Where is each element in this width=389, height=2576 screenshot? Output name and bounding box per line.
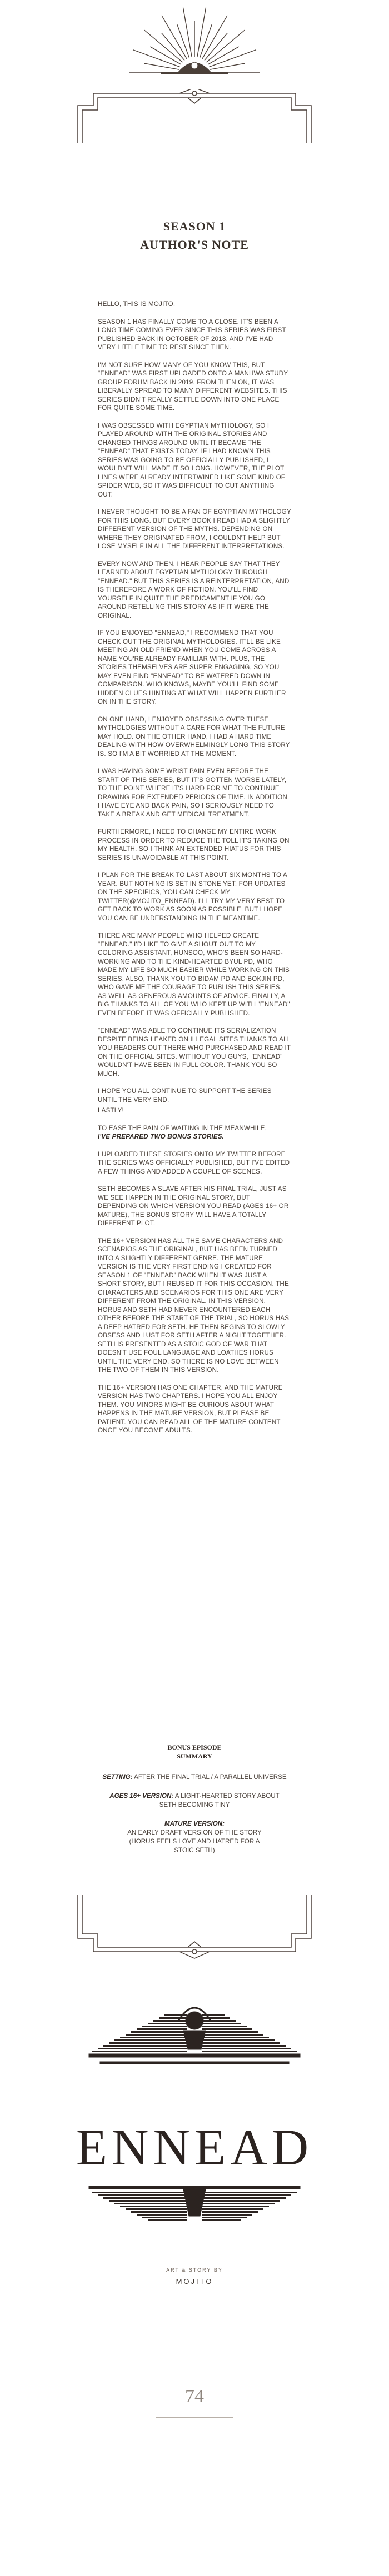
season-title: SEASON 1: [163, 219, 226, 233]
paragraph: EVERY NOW AND THEN, I HEAR PEOPLE SAY THAT THEY LEARNED ABOUT EGYPTIAN MYTHOLOGY THROUGH "ENNEAD." BUT THIS SERIES IS A REINTERPRETATION, AND IS THEREFORE A WORK OF FICTION. YOU'LL FIND YOURSELF IN QUITE THE PREDICAMENT IF YOU GO AROUND RETELLING THIS STORY AS IF IT WERE THE ORIGINAL.: [98, 560, 290, 619]
bonus-intro: [98, 1124, 291, 1141]
page-number-divider: [156, 2417, 233, 2418]
paragraph: THE 16+ VERSION HAS ALL THE SAME CHARACTERS AND SCENARIOS AS THE ORIGINAL, BUT HAS BEEN TURNED INTO A SLIGHTLY DIFFERENT GENRE. THE MATURE VERSION IS THE VERY FIRST ENDING I CREATED FOR SEASON 1 OF "ENNEAD" BACK WHEN IT WAS JUST A SHORT STORY, BUT I REUSED IT FOR THIS OCCASION. THE CHARACTERS AND SCENARIOS FOR THIS ONE ARE VERY DIFFERENT FROM THE ORIGINAL. IN THIS VERSION, HORUS AND SETH HAD NEVER ENCOUNTERED EACH OTHER BEFORE THE START OF THE TRIAL, SO HORUS HAS A DEEP HATRED FOR SETH. HE THEN BEGINS TO SLOWLY OBSESS AND LUST FOR SETH AFTER A NIGHT TOGETHER. SETH IS PRESENTED AS A STOIC GOD OF WAR THAT DOESN'T USE FOUL LANGUAGE AND LOATHES HORUS UNTIL THE VERY END. SO THERE IS NO LOVE BETWEEN THE TWO OF THEM IN THIS VERSION.: [98, 1237, 290, 1374]
note-body: [98, 300, 291, 1444]
paragraph: I WAS HAVING SOME WRIST PAIN EVEN BEFORE THE START OF THIS SERIES, BUT IT'S GOTTEN WORSE LATELY, TO THE POINT WHERE IT'S HARD FOR ME TO CONTINUE DRAWING FOR EXTENDED PERIODS OF TIME. IN ADDITION, I HAVE EYE AND BACK PAIN, SO I SERIOUSLY NEED TO TAKE A BREAK AND GET MEDICAL TREATMENT.: [98, 768, 290, 818]
ages-label: AGES 16+ VERSION:: [109, 1792, 174, 1800]
credit-name: MOJITO: [176, 2277, 213, 2286]
winged-emblem-icon: [72, 1988, 317, 2222]
logo-title: ENNEAD: [76, 2119, 313, 2176]
wait-text: TO EASE THE PAIN OF WAITING IN THE MEANWHILE,: [98, 1124, 267, 1132]
bonus-summary: [83, 1743, 306, 1865]
lastly-label: LASTLY!: [98, 1107, 124, 1114]
paragraph: FURTHERMORE, I NEED TO CHANGE MY ENTIRE WORK PROCESS IN ORDER TO REDUCE THE TOLL IT'S TAKING ON MY HEALTH. SO I THINK AN EXTENDED HIATUS FOR THIS SERIES IS UNAVOIDABLE AT THIS POINT.: [98, 828, 290, 861]
setting-value: AFTER THE FINAL TRIAL / A PARALLEL UNIVERSE: [134, 1773, 287, 1781]
setting-row: [83, 1773, 306, 1782]
paragraph: SEASON 1 HAS FINALLY COME TO A CLOSE. IT'S BEEN A LONG TIME COMING EVER SINCE THIS SERIES WAS FIRST PUBLISHED BACK IN OCTOBER OF 2018, AND I'VE HAD VERY LITTLE TIME TO REST SINCE THEN.: [98, 318, 286, 351]
mature-value: AN EARLY DRAFT VERSION OF THE STORY (HORUS FEELS LOVE AND HATRED FOR A STOIC SETH): [127, 1829, 262, 1854]
top-frame-ornament: [77, 89, 312, 144]
paragraph: I UPLOADED THESE STORIES ONTO MY TWITTER BEFORE THE SERIES WAS OFFICIALLY PUBLISHED, BUT I'VE EDITED A FEW THINGS AND ADDED A COUPLE OF SCENES.: [98, 1150, 290, 1175]
paragraph: I NEVER THOUGHT TO BE A FAN OF EGYPTIAN MYTHOLOGY FOR THIS LONG. BUT EVERY BOOK I READ HAD A SLIGHTLY DIFFERENT VERSION OF THE MYTHS. DEPENDING ON WHERE THEY ORIGINATED FROM, I COULDN'T HELP BUT LOSE MYSELF IN ALL THE DIFFERENT INTERPRETATIONS.: [98, 508, 291, 550]
mature-row: [83, 1820, 306, 1855]
ages-row: [83, 1792, 306, 1810]
sunburst-icon: [111, 0, 278, 83]
paragraph: THERE ARE MANY PEOPLE WHO HELPED CREATE "ENNEAD." I'D LIKE TO GIVE A SHOUT OUT TO MY COLORING ASSISTANT, HUNSOO, WHO'S BEEN SO HARD-WORKING AND TO THE KIND-HEARTED BYUL PD, WHO MADE MY LIFE SO MUCH EASIER WHILE WORKING ON THIS SERIES. ALSO, THANK YOU TO BIDAM PD AND BOKJIN PD, WHO GAVE ME THE COURAGE TO PUBLISH THIS SERIES, AS WELL AS GENEROUS AMOUNTS OF ADVICE. FINALLY, A BIG THANKS TO ALL OF YOU WHO KEPT UP WITH "ENNEAD" EVEN BEFORE IT WAS OFFICIALLY PUBLISHED.: [98, 932, 290, 1017]
credit-label: ART & STORY BY: [166, 2267, 223, 2273]
authors-note-title: AUTHOR'S NOTE: [140, 238, 249, 252]
paragraph: I WAS OBSESSED WITH EGYPTIAN MYTHOLOGY, SO I PLAYED AROUND WITH THE ORIGINAL STORIES AND CHANGED THINGS AROUND UNTIL IT BECAME THE "ENNEAD" THAT EXISTS TODAY. IF I HAD KNOWN THIS SERIES WAS GOING TO BE OFFICIALLY PUBLISHED, I WOULDN'T WILL MADE IT SO LONG. HOWEVER, THE PLOT LINES WERE ALREADY INTERTWINED LIKE SOME KIND OF SPIDER WEB, SO IT WAS DIFFICULT TO CUT ANYTHING OUT.: [98, 422, 286, 498]
bottom-frame-ornament: [77, 1894, 312, 1961]
paragraph: I'M NOT SURE HOW MANY OF YOU KNOW THIS, BUT "ENNEAD" WAS FIRST UPLOADED ONTO A MANHWA STUDY GROUP FORUM BACK IN 2019. FROM THEN ON, IT WAS LIBERALLY SPREAD TO MANY DIFFERENT WEBSITES. THIS SERIES DIDN'T REALLY SETTLE DOWN INTO ONE PLACE FOR QUITE SOME TIME.: [98, 361, 288, 412]
paragraph: THE 16+ VERSION HAS ONE CHAPTER, AND THE MATURE VERSION HAS TWO CHAPTERS. I HOPE YOU ALL ENJOY THEM. YOU MINORS MIGHT BE CURIOUS ABOUT WHAT HAPPENS IN THE MATURE VERSION, BUT PLEASE BE PATIENT. YOU CAN READ ALL OF THE MATURE CONTENT ONCE YOU BECOME ADULTS.: [98, 1384, 283, 1434]
bonus-title: BONUS EPISODE: [167, 1743, 222, 1751]
paragraph: IF YOU ENJOYED "ENNEAD," I RECOMMEND THAT YOU CHECK OUT THE ORIGINAL MYTHOLOGIES. IT'LL BE LIKE MEETING AN OLD FRIEND WHEN YOU COME ACROSS A NAME YOU'RE ALREADY FAMILIAR WITH. PLUS, THE STORIES THEMSELVES ARE SUPER ENGAGING, SO YOU MAY EVEN FIND "ENNEAD" TO BE WATERED DOWN IN COMPARISON. WHO KNOWS, MAYBE YOU'LL FIND SOME HIDDEN CLUES HINTING AT WHAT WILL HAPPEN FURTHER ON IN THE STORY.: [98, 629, 286, 705]
paragraph: I HOPE YOU ALL CONTINUE TO SUPPORT THE SERIES UNTIL THE VERY END.: [98, 1087, 272, 1104]
paragraph: "ENNEAD" WAS ABLE TO CONTINUE ITS SERIALIZATION DESPITE BEING LEAKED ON ILLEGAL SITES THANKS TO ALL YOU READERS OUT THERE WHO PURCHASED AND READ IT ON THE OFFICIAL SITES. WITHOUT YOU GUYS, "ENNEAD" WOULDN'T HAVE BEEN IN FULL COLOR. THANK YOU SO MUCH.: [98, 1027, 291, 1077]
paragraph: ON ONE HAND, I ENJOYED OBSESSING OVER THESE MYTHOLOGIES WITHOUT A CARE FOR WHAT THE FUTURE MAY HOLD. ON THE OTHER HAND, I HAD A HARD TIME DEALING WITH HOW OVERWHELMINGLY LONG THIS STORY IS. SO I'M A BIT WORRIED AT THE MOMENT.: [98, 715, 290, 758]
bonus-stories-text: I'VE PREPARED TWO BONUS STORIES.: [98, 1133, 225, 1140]
paragraph: SETH BECOMES A SLAVE AFTER HIS FINAL TRIAL, JUST AS WE SEE HAPPEN IN THE ORIGINAL STORY, BUT DEPENDING ON WHICH VERSION YOU READ (AGES 16+ OR MATURE), THE BONUS STORY WILL HAVE A TOTALLY DIFFERENT PLOT.: [98, 1185, 289, 1227]
ages-value: A LIGHT-HEARTED STORY ABOUT SETH BECOMING TINY: [159, 1792, 280, 1808]
setting-label: SETTING:: [102, 1773, 133, 1781]
bonus-subtitle: SUMMARY: [177, 1752, 212, 1760]
paragraph: HELLO, THIS IS MOJITO.: [98, 300, 176, 308]
page-number: 74: [185, 2386, 204, 2407]
mature-label: MATURE VERSION:: [164, 1820, 225, 1827]
paragraph: I PLAN FOR THE BREAK TO LAST ABOUT SIX MONTHS TO A YEAR. BUT NOTHING IS SET IN STONE YET. FOR UPDATES ON THE SPECIFICS, YOU CAN CHECK MY TWITTER(@MOJITO_ENNEAD). I'LL TRY MY VERY BEST TO GET BACK TO WORK AS SOON AS POSSIBLE, BUT I HOPE YOU CAN BE UNDERSTANDING IN THE MEANTIME.: [98, 871, 287, 922]
